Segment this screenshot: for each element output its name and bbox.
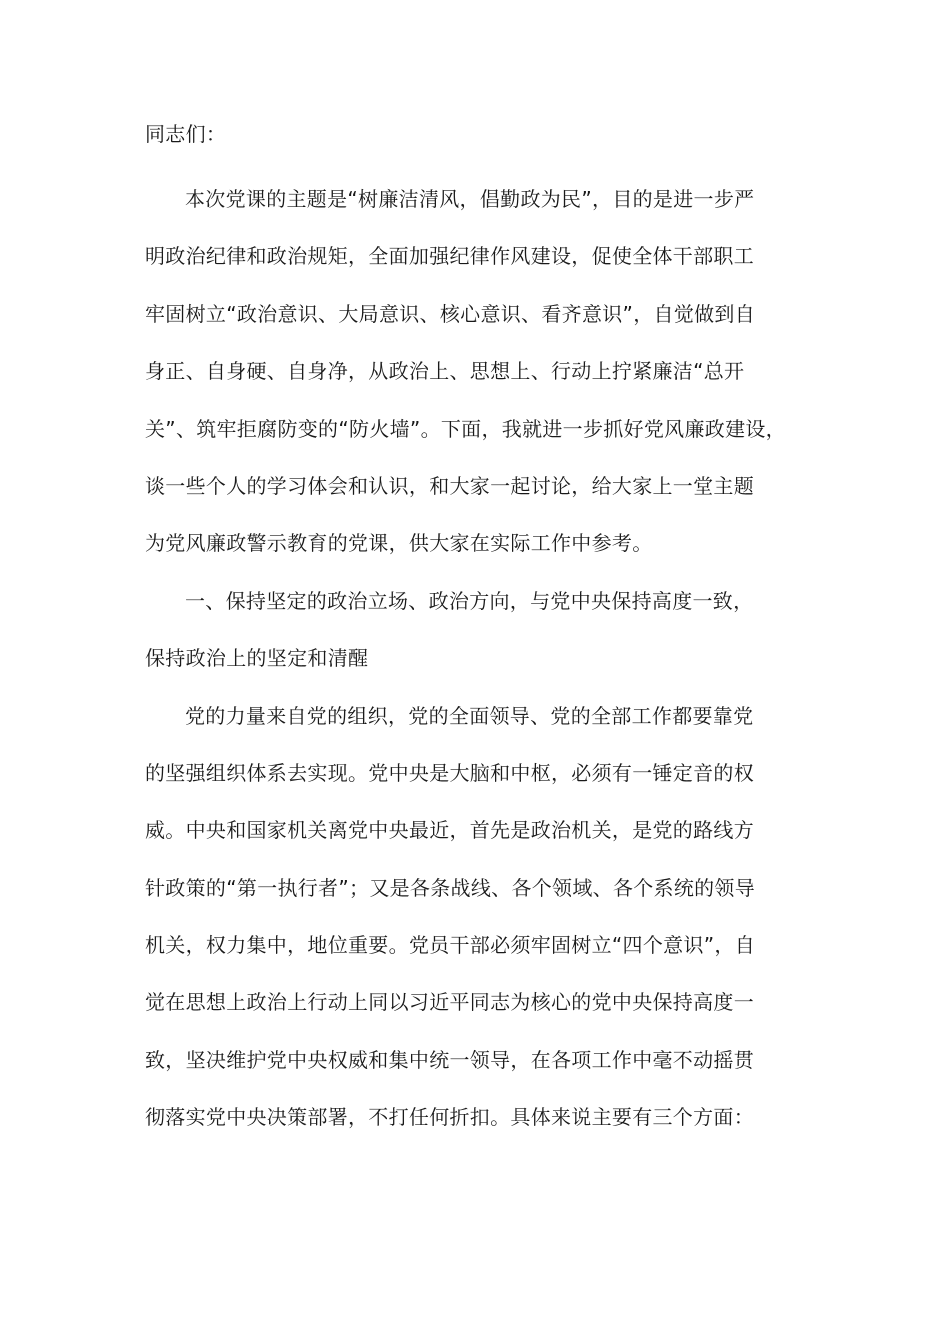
section-heading xyxy=(145,587,810,672)
paragraph-line: 党的力量来自党的组织，党的全面领导、党的全部工作都要靠党 xyxy=(185,703,754,728)
document-body xyxy=(145,120,810,1161)
paragraph-line: 关”、筑牢拒腐防变的“防火墙”。下面，我就进一步抓好党风廉政建设， xyxy=(145,416,786,441)
paragraph-line: 威。中央和国家机关离党中央最近，首先是政治机关，是党的路线方 xyxy=(145,818,754,843)
paragraph-line: 牢固树立“政治意识、大局意识、核心意识、看齐意识”，自觉做到自 xyxy=(145,301,756,326)
paragraph-line: 致，坚决维护党中央权威和集中统一领导，在各项工作中毫不动摇贯 xyxy=(145,1047,754,1072)
paragraph-line: 本次党课的主题是“树廉洁清风，倡勤政为民”，目的是进一步严 xyxy=(185,187,755,211)
paragraph-line: 机关，权力集中，地位重要。党员干部必须牢固树立“四个意识”，自 xyxy=(145,933,756,958)
paragraph-line: 觉在思想上政治上行动上同以习近平同志为核心的党中央保持高度一 xyxy=(145,990,754,1015)
paragraph-intro xyxy=(145,185,810,557)
paragraph-line: 的坚强组织体系去实现。党中央是大脑和中枢，必须有一锤定音的权 xyxy=(145,760,754,785)
heading-line: 一、保持坚定的政治立场、政治方向，与党中央保持高度一致， xyxy=(185,588,754,613)
paragraph-line: 谈一些个人的学习体会和认识，和大家一起讨论，给大家上一堂主题 xyxy=(145,473,754,498)
paragraph-line: 彻落实党中央决策部署，不打任何折扣。具体来说主要有三个方面： xyxy=(145,1105,754,1130)
paragraph-line: 针政策的“第一执行者”；又是各条战线、各个领域、各个系统的领导 xyxy=(145,875,756,900)
paragraph-line: 明政治纪律和政治规矩，全面加强纪律作风建设，促使全体干部职工 xyxy=(145,244,754,269)
salutation: 同志们： xyxy=(145,122,227,146)
paragraph-body xyxy=(145,702,810,1132)
heading-line: 保持政治上的坚定和清醒 xyxy=(145,646,369,671)
paragraph-line: 为党风廉政警示教育的党课，供大家在实际工作中参考。 xyxy=(145,531,653,556)
paragraph-line: 身正、自身硬、自身净，从政治上、思想上、行动上拧紧廉洁“总开 xyxy=(145,359,745,384)
